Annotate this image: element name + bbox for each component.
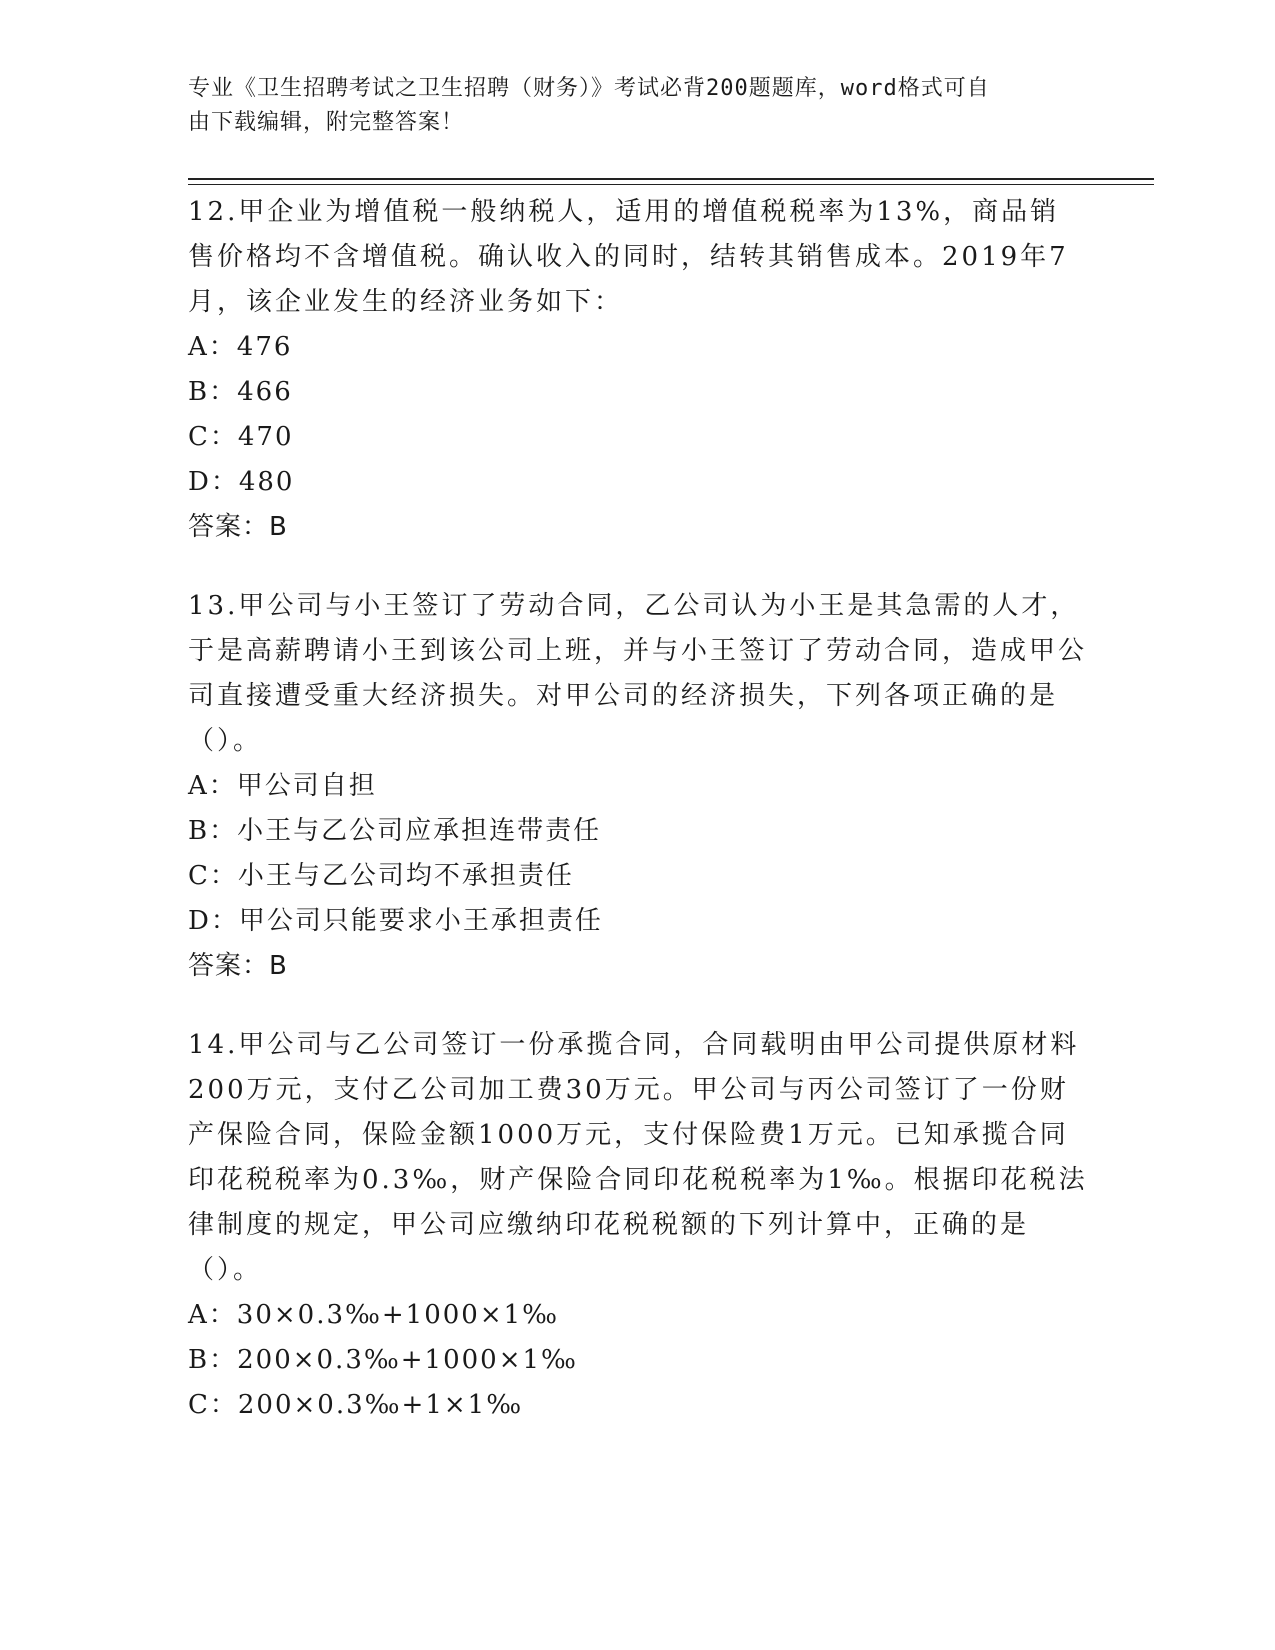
- question-12: [188, 190, 1088, 550]
- answer: 答案：B: [188, 512, 288, 542]
- option-b: B：200×0.3‰+1000×1‰: [188, 1345, 578, 1375]
- document-header: [188, 72, 1068, 140]
- option-a: A：甲公司自担: [188, 771, 377, 801]
- option-b: B：小王与乙公司应承担连带责任: [188, 816, 602, 846]
- option-b: B：466: [188, 377, 293, 407]
- header-divider-thin: [188, 184, 1154, 185]
- option-a: A：476: [188, 332, 293, 362]
- question-13: [188, 584, 1088, 989]
- answer: 答案：B: [188, 951, 288, 981]
- option-c: C：小王与乙公司均不承担责任: [188, 861, 574, 891]
- question-text: 13.甲公司与小王签订了劳动合同，乙公司认为小王是其急需的人才，于是高薪聘请小王到该公司上班，并与小王签订了劳动合同，造成甲公司直接遭受重大经济损失。对甲公司的经济损失，下列各项正确的是（）。: [188, 591, 1088, 756]
- header-divider-thick: [188, 178, 1154, 180]
- questions-list: [188, 190, 1088, 1462]
- question-14: [188, 1023, 1088, 1428]
- header-line-2: 由下载编辑，附完整答案！: [188, 110, 465, 135]
- option-a: A：30×0.3‰+1000×1‰: [188, 1300, 560, 1330]
- question-text: 14.甲公司与乙公司签订一份承揽合同，合同载明由甲公司提供原材料200万元，支付乙公司加工费30万元。甲公司与丙公司签订了一份财产保险合同，保险金额1000万元，支付保险费1万元。已知承揽合同印花税税率为0.3‰，财产保险合同印花税税率为1‰。根据印花税法律制度的规定，甲公司应缴纳印花税税额的下列计算中，正确的是（）。: [188, 1030, 1088, 1285]
- option-c: C：200×0.3‰+1×1‰: [188, 1390, 524, 1420]
- header-line-1: 专业《卫生招聘考试之卫生招聘（财务）》考试必背200题题库，word格式可自: [188, 76, 990, 101]
- question-text: 12.甲企业为增值税一般纳税人，适用的增值税税率为13%，商品销售价格均不含增值税。确认收入的同时，结转其销售成本。2019年7月，该企业发生的经济业务如下：: [188, 197, 1069, 317]
- option-d: D：甲公司只能要求小王承担责任: [188, 906, 603, 936]
- option-d: D：480: [188, 467, 295, 497]
- option-c: C：470: [188, 422, 294, 452]
